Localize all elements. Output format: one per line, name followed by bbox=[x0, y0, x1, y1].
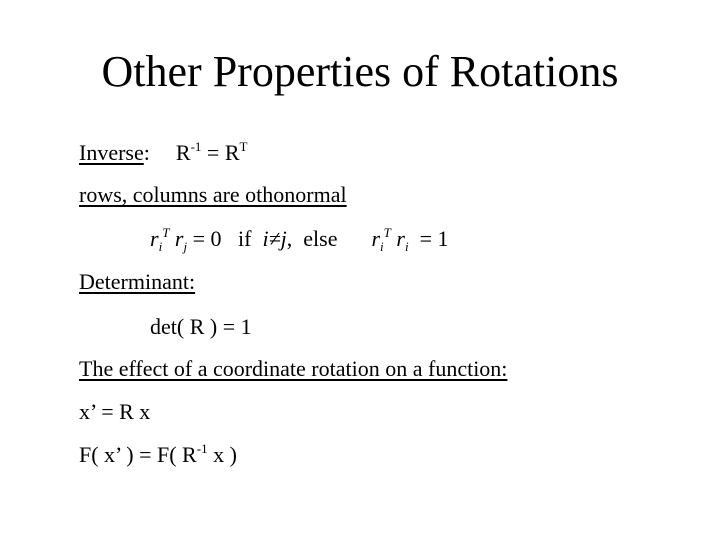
eq-sup-T1: T bbox=[162, 225, 170, 240]
function-equation bbox=[79, 441, 237, 469]
eq-sub-j: j bbox=[183, 239, 188, 254]
eq-r2: r bbox=[169, 226, 184, 251]
determinant-equation: det( R ) = 1 bbox=[150, 314, 252, 339]
eq-r4: r bbox=[390, 226, 405, 251]
inverse-label: Inverse bbox=[79, 140, 144, 165]
eq-mid: = 0 if bbox=[187, 226, 263, 251]
inverse-R: R bbox=[175, 140, 191, 165]
transpose-exponent: T bbox=[239, 139, 248, 154]
eq-condition: i≠j bbox=[262, 226, 287, 251]
orthonormal-equation bbox=[150, 225, 449, 253]
inverse-line bbox=[79, 139, 247, 167]
eq-sup-T2: T bbox=[383, 225, 391, 240]
eq-else: , else bbox=[286, 226, 338, 251]
function-right: x ) bbox=[207, 442, 237, 467]
eq-end: = 1 bbox=[408, 226, 449, 251]
inverse-equals: = R bbox=[201, 140, 240, 165]
orthonormal-heading: rows, columns are othonormal bbox=[79, 182, 347, 207]
eq-sub-i3: i bbox=[404, 239, 409, 254]
inverse-colon: : bbox=[143, 140, 150, 165]
eq-r1: r bbox=[150, 226, 159, 251]
eq-r3: r bbox=[371, 226, 381, 251]
effect-heading: The effect of a coordinate rotation on a function: bbox=[79, 356, 508, 381]
transform-equation: x’ = R x bbox=[79, 399, 151, 424]
inverse-exponent: -1 bbox=[190, 139, 202, 154]
function-left: F( x’ ) = F( R bbox=[79, 442, 197, 467]
function-exponent: -1 bbox=[196, 441, 208, 456]
eq-sub-i2: i bbox=[380, 239, 384, 254]
determinant-heading: Determinant: bbox=[79, 269, 196, 294]
eq-sub-i1: i bbox=[158, 239, 163, 254]
slide-title: Other Properties of Rotations bbox=[101, 47, 619, 96]
